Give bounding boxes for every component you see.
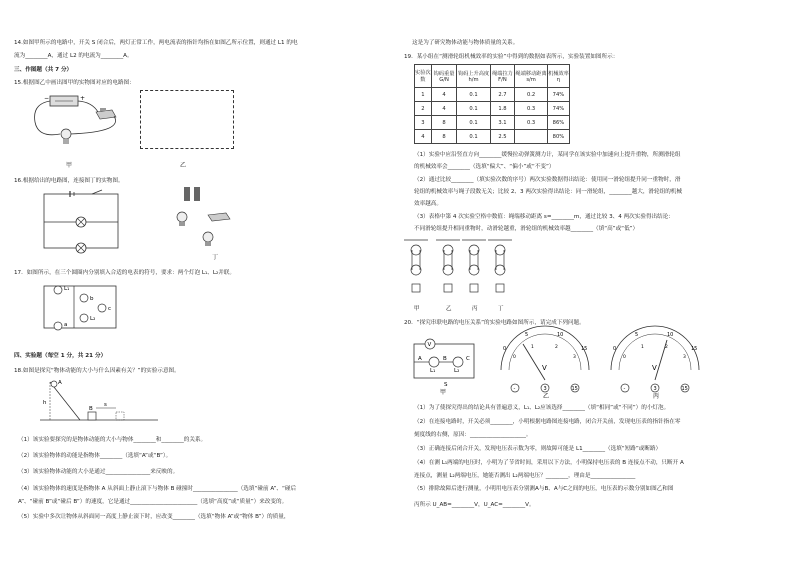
q18-text: 18.如图是探究“物体动能的大小与什么因素有关？”的实验示意图。 — [14, 368, 180, 374]
q14-line2: 流为________A，通过 L2 的电流为________A。 — [14, 53, 133, 59]
table-cell: 0.1 — [457, 88, 490, 102]
table-cell: 74% — [547, 88, 569, 102]
q17-label-l1: L₁ — [64, 286, 70, 292]
terminal-label: 3 — [653, 386, 657, 392]
q16-circuit-diagram — [42, 190, 122, 250]
svg-text:−: − — [44, 95, 50, 102]
section3-heading: 三、作图题（共 7 分） — [14, 67, 73, 73]
q20-circuit-diagram — [404, 330, 484, 395]
scale-label: 0 — [503, 346, 507, 352]
table-header: 实验次数 — [415, 65, 432, 88]
svg-text:+: + — [80, 95, 86, 102]
scale-label: 0 — [613, 346, 617, 352]
meter-unit: V — [652, 364, 657, 372]
table-header: 机械效率 η — [547, 65, 569, 88]
q15-caption-jia: 甲 — [66, 162, 73, 169]
q19-data-table — [414, 64, 570, 144]
q18-ramp-diagram — [40, 378, 160, 428]
q15-caption-yi: 乙 — [180, 162, 187, 169]
q15-physical-circuit — [30, 92, 130, 157]
terminal-label: 15 — [681, 386, 688, 392]
q19-item2-line3: 效率越高。 — [414, 201, 442, 207]
table-header: 钩码重量 G/N — [431, 65, 457, 88]
scale-label: 1 — [641, 345, 644, 350]
terminal-label: - — [623, 386, 626, 392]
q20-item5-line2: 丙所示 U_AB=________V，U_AC=________V。 — [414, 502, 535, 508]
q20-item3: （3）正确连接后闭合开关，发现电压表示数为零，则故障可能是 L1________（选填“短路”或断路） — [414, 446, 662, 452]
table-cell: 0.3 — [515, 102, 548, 116]
table-row — [415, 102, 570, 116]
q18-item5: （5）实验中多次让物体从斜面同一高度上静止滚下时，应改变________（选填“物体 A”或“物体 B”）的质量， — [18, 514, 290, 520]
table-cell: 0.3 — [515, 116, 548, 130]
table-cell: 0.1 — [457, 116, 490, 130]
q17-label-b: b — [90, 296, 94, 302]
table-cell: 2 — [415, 102, 432, 116]
table-cell: 0.2 — [515, 88, 548, 102]
q18-item4-line1: （4）该实验物体的速度是指物体 A 从斜面上静止滚下与物体 B 碰撞时________________（选填“碰前 A”、“碰后 — [18, 486, 297, 492]
scale-label: 2 — [665, 345, 668, 350]
table-header: 绳端移动距离 s/m — [515, 65, 548, 88]
q20-label-a: A — [418, 356, 422, 362]
q18-continuation: 这是为了研究物体动能与物体质量的关系。 — [412, 40, 519, 46]
table-cell: 2.7 — [490, 88, 515, 102]
q19-item1-line1: （1）实验中应沿竖直方向________缓慢拉动弹簧测力计，某同学在该实验中加速向上提升重物，所测滑轮组 — [414, 152, 681, 158]
table-row — [415, 130, 570, 144]
q20-label-v: V — [427, 342, 432, 348]
q20-item5-line1: （5）排除故障后进行测量，小明用电压表分别测A与B、A与C之间的电压，电压表的示数分别如图乙和图 — [414, 486, 674, 492]
section4-heading: 四、实验题（每空 1 分，共 21 分） — [14, 353, 107, 359]
table-cell: 4 — [431, 102, 457, 116]
table-cell: 1.8 — [490, 102, 515, 116]
q20-item2-line2: 刻度线的右侧，原因：____________________。 — [414, 432, 532, 438]
q19-pulley-setups — [404, 238, 514, 312]
q18-item1: （1）该实验要探究的是物体动能的大小与物体________和________的关系。 — [18, 437, 207, 443]
q20-label-b: B — [443, 356, 447, 362]
table-cell: 80% — [547, 130, 569, 144]
meter-caption-bing: 丙 — [653, 393, 660, 400]
q20-caption-jia: 甲 — [440, 389, 447, 396]
q16-physical-parts — [170, 185, 250, 247]
scale-label: 5 — [635, 332, 639, 338]
q20-item4-line1: （4）在测 L₁两端的电压时，小明为了节省时间，采用以下方法，小明保持电压表的 B 连接点不动，只断开 A — [414, 460, 684, 466]
q20-label-c: C — [466, 356, 470, 362]
table-row — [415, 116, 570, 130]
q16-caption-ding: 丁 — [212, 254, 219, 261]
table-row — [415, 88, 570, 102]
q18-item3: （3）该实验物体动能的大小是通过________________来反映的。 — [18, 469, 179, 475]
scale-label: 3 — [683, 355, 686, 360]
terminal-label: 15 — [571, 386, 578, 392]
terminal-label: - — [513, 386, 516, 392]
meter-unit: V — [542, 364, 547, 372]
voltmeter-bing — [605, 330, 705, 398]
q16-text: 16.根据给出的电路图，连接图丁的实物图。 — [14, 178, 124, 184]
q19-text: 19．某小组在“测滑轮组机械效率的实验”中得到的数据如表所示，实验装置如图所示： — [404, 54, 619, 60]
q17-circuit-diagram — [40, 282, 120, 332]
q20-label-l2: L₂ — [454, 368, 460, 374]
pulley-caption-ding: 丁 — [498, 306, 504, 312]
q19-item3-line2: 不同滑轮组提升相同重物时，动滑轮越重，滑轮组的机械效率越________（填“高”或“低”） — [414, 226, 639, 232]
q20-item2-line1: （2）在连接电路时，开关必须________，小明根据电路图连接电路，闭合开关前，发现电压表的指针指在零 — [414, 419, 681, 425]
q18-label-h: h — [43, 400, 47, 406]
q18-label-a: A — [58, 380, 62, 386]
q18-item2: （2）该实验物体的动能是指物体________（选填“A”或“B”）。 — [18, 453, 172, 459]
table-cell: 8 — [431, 116, 457, 130]
table-cell: 8 — [431, 130, 457, 144]
scale-label: 10 — [557, 332, 564, 338]
pulley-caption-yi: 乙 — [446, 306, 452, 312]
q20-label-s: S — [444, 382, 448, 388]
voltmeter-yi — [495, 330, 595, 398]
pulley-caption-jia: 甲 — [414, 306, 420, 312]
q19-item2-line1: （2）通过比较________（填实验次数的序号）两次实验数据得出结论：使用同一滑轮组提升同一重物时，滑 — [414, 177, 681, 183]
table-cell: 1 — [415, 88, 432, 102]
table-header: 钩码上升高度 h/m — [457, 65, 490, 88]
q20-label-l1: L₁ — [430, 368, 436, 374]
scale-label: 5 — [525, 332, 529, 338]
scale-label: 3 — [573, 355, 576, 360]
scale-label: 0 — [513, 355, 516, 360]
scale-label: 15 — [581, 346, 588, 352]
scale-label: 0 — [623, 355, 626, 360]
q18-label-b: B — [89, 406, 93, 412]
q19-item3-line1: （3）表格中第 4 次实验空格中数值：绳端移动距离 s=________m，通过比较 3、4 两次实验得出结论： — [414, 214, 674, 220]
q17-label-l2: L₂ — [90, 316, 96, 322]
q17-label-c: c — [108, 306, 112, 312]
table-cell: 4 — [415, 130, 432, 144]
table-header-row — [415, 65, 570, 88]
table-cell: 0.1 — [457, 102, 490, 116]
meter-caption-yi: 乙 — [543, 393, 550, 400]
table-header: 绳端拉力 F/N — [490, 65, 515, 88]
table-cell: 0.1 — [457, 130, 490, 144]
q15-drawing-box — [140, 90, 234, 149]
table-cell: 4 — [431, 88, 457, 102]
q17-label-a: a — [64, 322, 68, 328]
q17-text: 17．如图所示，在三个圆圈内分别填入合适的电表的符号，要求：两个灯泡 L₁、L₂并联。 — [14, 270, 235, 276]
q19-item2-line2: 轮组的机械效率与绳子段数无关；比较 2、3 两次实验得出结论：同一滑轮组，________越大，滑轮组的机械 — [414, 189, 682, 195]
q18-item4-line2: A”、“碰前 B”或“碰后 B”）的速度，它是通过________________________（选填“高度”或“质量”）来改变的。 — [18, 499, 288, 505]
q20-item4-line2: 连接点，测量 L₂两端电压，她能否测出 L₂两端电压？________，理由是________________ — [414, 473, 636, 479]
pulley-caption-bing: 丙 — [472, 306, 478, 312]
table-cell: 74% — [547, 102, 569, 116]
q19-item1-line2: 的机械效率会________（选填“偏大”、“偏小”或“不变”） — [414, 164, 555, 170]
scale-label: 2 — [555, 345, 558, 350]
q20-item1: （1）为了使探究得出的结论具有普遍意义，L₁、L₂应该选择________（填“相同”或“不同”）的小灯泡。 — [414, 405, 670, 411]
table-cell: 3.1 — [490, 116, 515, 130]
scale-label: 1 — [531, 345, 534, 350]
terminal-label: 3 — [543, 386, 547, 392]
scale-label: 10 — [667, 332, 674, 338]
table-cell: 86% — [547, 116, 569, 130]
q15-text: 15.根据图乙中画出图甲的实物图对应的电路图： — [14, 80, 135, 86]
q20-text: 20．“探究串联电路的电压关系”的实验电路如图所示，请完成下列问题。 — [404, 320, 585, 326]
table-cell: 2.5 — [490, 130, 515, 144]
q14-line1: 14.如图甲所示的电路中，开关 S 闭合后，两灯正常工作，两电流表的指针均指在如图乙所示位置，则通过 L1 的电 — [14, 40, 298, 46]
table-cell: 3 — [415, 116, 432, 130]
table-cell — [515, 130, 548, 144]
q18-label-s: s — [104, 402, 107, 408]
scale-label: 15 — [691, 346, 698, 352]
